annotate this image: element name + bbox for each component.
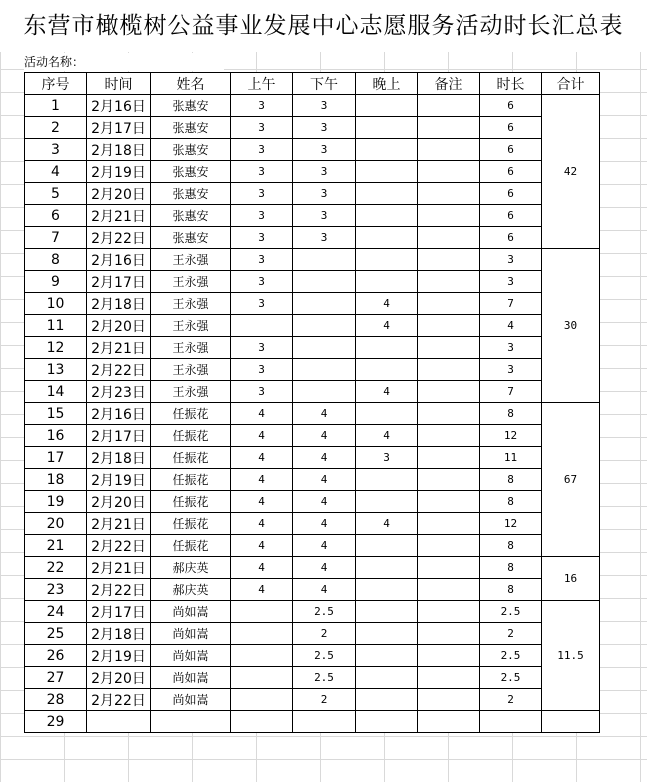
header-seq[interactable]: 序号 [25, 73, 87, 95]
table-row [25, 293, 600, 315]
cell-date[interactable]: 2月21日 [87, 513, 151, 535]
cell-hours[interactable]: 8 [480, 469, 542, 491]
cell-date[interactable]: 2月22日 [87, 689, 151, 711]
cell-hours[interactable]: 3 [480, 271, 542, 293]
cell-afternoon[interactable] [293, 711, 356, 733]
cell-morning[interactable] [231, 667, 293, 689]
cell-hours[interactable]: 12 [480, 425, 542, 447]
cell-evening[interactable]: 4 [356, 513, 418, 535]
cell-name[interactable]: 张惠安 [151, 227, 231, 249]
cell-evening[interactable]: 3 [356, 447, 418, 469]
cell-evening[interactable] [356, 667, 418, 689]
cell-morning[interactable] [231, 623, 293, 645]
cell-hours[interactable]: 2.5 [480, 601, 542, 623]
cell-seq[interactable]: 4 [25, 161, 87, 183]
cell-note[interactable] [418, 337, 480, 359]
cell-afternoon[interactable]: 4 [293, 557, 356, 579]
cell-name[interactable]: 任振花 [151, 403, 231, 425]
table-row [25, 139, 600, 161]
cell-name[interactable]: 郝庆英 [151, 579, 231, 601]
table-row [25, 425, 600, 447]
cell-morning[interactable]: 3 [231, 337, 293, 359]
hours-summary-table [24, 72, 600, 733]
cell-evening[interactable] [356, 623, 418, 645]
cell-seq[interactable]: 8 [25, 249, 87, 271]
table-row [25, 381, 600, 403]
cell-morning[interactable]: 3 [231, 381, 293, 403]
cell-seq[interactable]: 21 [25, 535, 87, 557]
cell-morning[interactable]: 3 [231, 227, 293, 249]
cell-afternoon[interactable]: 2.5 [293, 667, 356, 689]
cell-total[interactable]: 30 [542, 249, 600, 403]
cell-date[interactable]: 2月18日 [87, 447, 151, 469]
table-row [25, 227, 600, 249]
cell-morning[interactable]: 4 [231, 447, 293, 469]
cell-date[interactable]: 2月21日 [87, 205, 151, 227]
cell-afternoon[interactable]: 3 [293, 117, 356, 139]
cell-afternoon[interactable]: 4 [293, 425, 356, 447]
cell-evening[interactable] [356, 139, 418, 161]
cell-name[interactable]: 王永强 [151, 249, 231, 271]
cell-seq[interactable]: 15 [25, 403, 87, 425]
cell-name[interactable]: 任振花 [151, 535, 231, 557]
cell-evening[interactable] [356, 271, 418, 293]
cell-hours[interactable]: 12 [480, 513, 542, 535]
cell-evening[interactable] [356, 95, 418, 117]
cell-evening[interactable] [356, 359, 418, 381]
cell-name[interactable]: 王永强 [151, 359, 231, 381]
cell-date[interactable]: 2月17日 [87, 117, 151, 139]
cell-name[interactable]: 王永强 [151, 381, 231, 403]
cell-morning[interactable]: 3 [231, 95, 293, 117]
cell-date[interactable]: 2月18日 [87, 293, 151, 315]
cell-total[interactable]: 67 [542, 403, 600, 557]
table-row [25, 601, 600, 623]
cell-name[interactable]: 任振花 [151, 513, 231, 535]
cell-hours[interactable]: 6 [480, 95, 542, 117]
cell-note[interactable] [418, 513, 480, 535]
cell-note[interactable] [418, 469, 480, 491]
cell-name[interactable]: 张惠安 [151, 95, 231, 117]
cell-seq[interactable]: 28 [25, 689, 87, 711]
cell-hours[interactable]: 6 [480, 161, 542, 183]
cell-evening[interactable] [356, 249, 418, 271]
header-name[interactable]: 姓名 [151, 73, 231, 95]
table-row [25, 623, 600, 645]
cell-name[interactable]: 张惠安 [151, 183, 231, 205]
cell-afternoon[interactable]: 2.5 [293, 645, 356, 667]
cell-morning[interactable] [231, 645, 293, 667]
cell-evening[interactable]: 4 [356, 425, 418, 447]
cell-evening[interactable]: 4 [356, 315, 418, 337]
cell-afternoon[interactable]: 4 [293, 491, 356, 513]
cell-note[interactable] [418, 249, 480, 271]
cell-seq[interactable]: 22 [25, 557, 87, 579]
cell-morning[interactable]: 3 [231, 205, 293, 227]
cell-seq[interactable]: 20 [25, 513, 87, 535]
cell-date[interactable]: 2月16日 [87, 249, 151, 271]
cell-note[interactable] [418, 139, 480, 161]
table-row [25, 183, 600, 205]
cell-note[interactable] [418, 183, 480, 205]
table-row [25, 249, 600, 271]
table-row [25, 205, 600, 227]
cell-evening[interactable] [356, 711, 418, 733]
cell-evening[interactable] [356, 579, 418, 601]
cell-hours[interactable]: 8 [480, 557, 542, 579]
cell-note[interactable] [418, 95, 480, 117]
cell-note[interactable] [418, 667, 480, 689]
table-row [25, 161, 600, 183]
cell-hours[interactable]: 6 [480, 183, 542, 205]
header-afternoon[interactable]: 下午 [293, 73, 356, 95]
cell-hours[interactable]: 8 [480, 579, 542, 601]
cell-total[interactable]: 11.5 [542, 601, 600, 711]
cell-evening[interactable] [356, 227, 418, 249]
cell-seq[interactable]: 24 [25, 601, 87, 623]
cell-seq[interactable]: 5 [25, 183, 87, 205]
cell-seq[interactable]: 14 [25, 381, 87, 403]
cell-morning[interactable]: 3 [231, 271, 293, 293]
header-row [25, 73, 600, 95]
table-row [25, 689, 600, 711]
cell-seq[interactable]: 1 [25, 95, 87, 117]
cell-note[interactable] [418, 315, 480, 337]
cell-name[interactable]: 张惠安 [151, 117, 231, 139]
cell-name[interactable]: 任振花 [151, 491, 231, 513]
table-row [25, 337, 600, 359]
cell-date[interactable]: 2月16日 [87, 403, 151, 425]
cell-hours[interactable]: 3 [480, 337, 542, 359]
cell-afternoon[interactable]: 4 [293, 579, 356, 601]
cell-name[interactable]: 张惠安 [151, 205, 231, 227]
cell-evening[interactable] [356, 491, 418, 513]
cell-afternoon[interactable] [293, 337, 356, 359]
cell-hours[interactable]: 2 [480, 623, 542, 645]
table-row [25, 95, 600, 117]
cell-afternoon[interactable] [293, 381, 356, 403]
cell-date[interactable]: 2月22日 [87, 535, 151, 557]
table-row [25, 557, 600, 579]
cell-afternoon[interactable]: 3 [293, 205, 356, 227]
cell-evening[interactable] [356, 205, 418, 227]
cell-hours[interactable]: 3 [480, 249, 542, 271]
cell-name[interactable]: 尚如嵩 [151, 689, 231, 711]
header-date[interactable]: 时间 [87, 73, 151, 95]
cell-note[interactable] [418, 557, 480, 579]
cell-name[interactable]: 尚如嵩 [151, 601, 231, 623]
cell-note[interactable] [418, 645, 480, 667]
cell-afternoon[interactable]: 4 [293, 469, 356, 491]
cell-name[interactable]: 尚如嵩 [151, 645, 231, 667]
cell-afternoon[interactable] [293, 359, 356, 381]
cell-date[interactable]: 2月17日 [87, 601, 151, 623]
cell-date[interactable]: 2月16日 [87, 95, 151, 117]
cell-morning[interactable]: 4 [231, 425, 293, 447]
cell-morning[interactable]: 4 [231, 579, 293, 601]
cell-seq[interactable]: 2 [25, 117, 87, 139]
table-row [25, 447, 600, 469]
cell-note[interactable] [418, 227, 480, 249]
cell-note[interactable] [418, 293, 480, 315]
sheet-title: 东营市橄榄树公益事业发展中心志愿服务活动时长汇总表 [0, 0, 647, 52]
cell-evening[interactable] [356, 183, 418, 205]
cell-note[interactable] [418, 623, 480, 645]
cell-name[interactable]: 张惠安 [151, 139, 231, 161]
activity-name-label[interactable]: 活动名称： [24, 53, 224, 71]
table-row [25, 667, 600, 689]
cell-date[interactable] [87, 711, 151, 733]
table-row [25, 491, 600, 513]
cell-evening[interactable] [356, 601, 418, 623]
cell-evening[interactable] [356, 117, 418, 139]
table-row [25, 513, 600, 535]
cell-note[interactable] [418, 425, 480, 447]
cell-morning[interactable]: 4 [231, 403, 293, 425]
header-morning[interactable]: 上午 [231, 73, 293, 95]
cell-morning[interactable] [231, 689, 293, 711]
cell-seq[interactable]: 18 [25, 469, 87, 491]
cell-seq[interactable]: 23 [25, 579, 87, 601]
header-total[interactable]: 合计 [542, 73, 600, 95]
cell-seq[interactable]: 16 [25, 425, 87, 447]
cell-name[interactable]: 张惠安 [151, 161, 231, 183]
cell-seq[interactable]: 13 [25, 359, 87, 381]
cell-morning[interactable]: 4 [231, 557, 293, 579]
cell-seq[interactable]: 27 [25, 667, 87, 689]
cell-afternoon[interactable] [293, 293, 356, 315]
table-row [25, 117, 600, 139]
cell-date[interactable]: 2月22日 [87, 579, 151, 601]
cell-evening[interactable] [356, 645, 418, 667]
header-hours[interactable]: 时长 [480, 73, 542, 95]
cell-name[interactable]: 任振花 [151, 447, 231, 469]
cell-hours[interactable]: 6 [480, 117, 542, 139]
cell-date[interactable]: 2月23日 [87, 381, 151, 403]
cell-afternoon[interactable]: 3 [293, 183, 356, 205]
cell-date[interactable]: 2月20日 [87, 183, 151, 205]
cell-hours[interactable]: 3 [480, 359, 542, 381]
cell-name[interactable]: 王永强 [151, 315, 231, 337]
cell-hours[interactable]: 8 [480, 491, 542, 513]
cell-date[interactable]: 2月22日 [87, 227, 151, 249]
cell-name[interactable] [151, 711, 231, 733]
header-note[interactable]: 备注 [418, 73, 480, 95]
cell-afternoon[interactable]: 4 [293, 447, 356, 469]
cell-note[interactable] [418, 689, 480, 711]
cell-hours[interactable] [480, 711, 542, 733]
cell-morning[interactable] [231, 315, 293, 337]
cell-morning[interactable]: 4 [231, 491, 293, 513]
cell-hours[interactable]: 2 [480, 689, 542, 711]
cell-seq[interactable]: 26 [25, 645, 87, 667]
cell-seq[interactable]: 25 [25, 623, 87, 645]
cell-seq[interactable]: 12 [25, 337, 87, 359]
cell-hours[interactable]: 8 [480, 403, 542, 425]
cell-note[interactable] [418, 579, 480, 601]
cell-afternoon[interactable]: 4 [293, 513, 356, 535]
cell-note[interactable] [418, 359, 480, 381]
cell-morning[interactable] [231, 711, 293, 733]
cell-morning[interactable]: 3 [231, 139, 293, 161]
cell-date[interactable]: 2月20日 [87, 667, 151, 689]
cell-afternoon[interactable]: 2.5 [293, 601, 356, 623]
cell-morning[interactable]: 3 [231, 249, 293, 271]
cell-name[interactable]: 任振花 [151, 469, 231, 491]
cell-date[interactable]: 2月21日 [87, 337, 151, 359]
cell-evening[interactable] [356, 337, 418, 359]
header-evening[interactable]: 晚上 [356, 73, 418, 95]
cell-afternoon[interactable]: 3 [293, 95, 356, 117]
cell-seq[interactable]: 19 [25, 491, 87, 513]
table-row [25, 403, 600, 425]
cell-date[interactable]: 2月19日 [87, 469, 151, 491]
cell-note[interactable] [418, 205, 480, 227]
cell-morning[interactable]: 3 [231, 293, 293, 315]
cell-morning[interactable]: 4 [231, 513, 293, 535]
cell-name[interactable]: 任振花 [151, 425, 231, 447]
cell-afternoon[interactable]: 2 [293, 689, 356, 711]
cell-afternoon[interactable] [293, 249, 356, 271]
cell-afternoon[interactable]: 3 [293, 139, 356, 161]
cell-morning[interactable]: 4 [231, 535, 293, 557]
cell-date[interactable]: 2月22日 [87, 359, 151, 381]
cell-morning[interactable] [231, 601, 293, 623]
cell-note[interactable] [418, 601, 480, 623]
cell-seq[interactable]: 29 [25, 711, 87, 733]
cell-afternoon[interactable] [293, 271, 356, 293]
cell-morning[interactable]: 3 [231, 117, 293, 139]
cell-date[interactable]: 2月19日 [87, 645, 151, 667]
cell-hours[interactable]: 11 [480, 447, 542, 469]
cell-date[interactable]: 2月20日 [87, 315, 151, 337]
cell-name[interactable]: 王永强 [151, 271, 231, 293]
cell-date[interactable]: 2月17日 [87, 425, 151, 447]
cell-evening[interactable] [356, 535, 418, 557]
cell-morning[interactable]: 3 [231, 161, 293, 183]
table-row [25, 711, 600, 733]
cell-note[interactable] [418, 535, 480, 557]
cell-seq[interactable]: 17 [25, 447, 87, 469]
cell-hours[interactable]: 6 [480, 205, 542, 227]
cell-afternoon[interactable]: 4 [293, 403, 356, 425]
cell-date[interactable]: 2月17日 [87, 271, 151, 293]
cell-note[interactable] [418, 403, 480, 425]
cell-seq[interactable]: 7 [25, 227, 87, 249]
cell-name[interactable]: 尚如嵩 [151, 667, 231, 689]
cell-morning[interactable]: 3 [231, 183, 293, 205]
cell-seq[interactable]: 11 [25, 315, 87, 337]
cell-hours[interactable]: 4 [480, 315, 542, 337]
cell-date[interactable]: 2月19日 [87, 161, 151, 183]
cell-afternoon[interactable] [293, 315, 356, 337]
cell-morning[interactable]: 3 [231, 359, 293, 381]
cell-hours[interactable]: 2.5 [480, 667, 542, 689]
cell-seq[interactable]: 6 [25, 205, 87, 227]
cell-total[interactable] [542, 711, 600, 733]
cell-afternoon[interactable]: 3 [293, 227, 356, 249]
cell-total[interactable]: 16 [542, 557, 600, 601]
cell-hours[interactable]: 8 [480, 535, 542, 557]
table-row [25, 645, 600, 667]
table-row [25, 315, 600, 337]
cell-note[interactable] [418, 117, 480, 139]
cell-date[interactable]: 2月20日 [87, 491, 151, 513]
cell-note[interactable] [418, 711, 480, 733]
cell-hours[interactable]: 6 [480, 139, 542, 161]
cell-total[interactable]: 42 [542, 95, 600, 249]
cell-evening[interactable] [356, 689, 418, 711]
cell-date[interactable]: 2月18日 [87, 139, 151, 161]
cell-hours[interactable]: 7 [480, 293, 542, 315]
cell-evening[interactable] [356, 469, 418, 491]
cell-note[interactable] [418, 271, 480, 293]
cell-seq[interactable]: 9 [25, 271, 87, 293]
table-body [25, 95, 600, 733]
cell-note[interactable] [418, 491, 480, 513]
cell-hours[interactable]: 7 [480, 381, 542, 403]
cell-name[interactable]: 郝庆英 [151, 557, 231, 579]
cell-evening[interactable] [356, 403, 418, 425]
table-row [25, 359, 600, 381]
cell-date[interactable]: 2月21日 [87, 557, 151, 579]
table-row [25, 469, 600, 491]
cell-evening[interactable] [356, 161, 418, 183]
table-row [25, 535, 600, 557]
cell-afternoon[interactable]: 2 [293, 623, 356, 645]
table-row [25, 271, 600, 293]
cell-evening[interactable]: 4 [356, 293, 418, 315]
cell-hours[interactable]: 6 [480, 227, 542, 249]
cell-note[interactable] [418, 447, 480, 469]
cell-name[interactable]: 尚如嵩 [151, 623, 231, 645]
cell-evening[interactable] [356, 557, 418, 579]
cell-morning[interactable]: 4 [231, 469, 293, 491]
cell-hours[interactable]: 2.5 [480, 645, 542, 667]
cell-seq[interactable]: 10 [25, 293, 87, 315]
cell-note[interactable] [418, 381, 480, 403]
cell-name[interactable]: 王永强 [151, 337, 231, 359]
cell-name[interactable]: 王永强 [151, 293, 231, 315]
cell-date[interactable]: 2月18日 [87, 623, 151, 645]
cell-evening[interactable]: 4 [356, 381, 418, 403]
cell-note[interactable] [418, 161, 480, 183]
cell-afternoon[interactable]: 3 [293, 161, 356, 183]
cell-seq[interactable]: 3 [25, 139, 87, 161]
cell-afternoon[interactable]: 4 [293, 535, 356, 557]
table-row [25, 579, 600, 601]
